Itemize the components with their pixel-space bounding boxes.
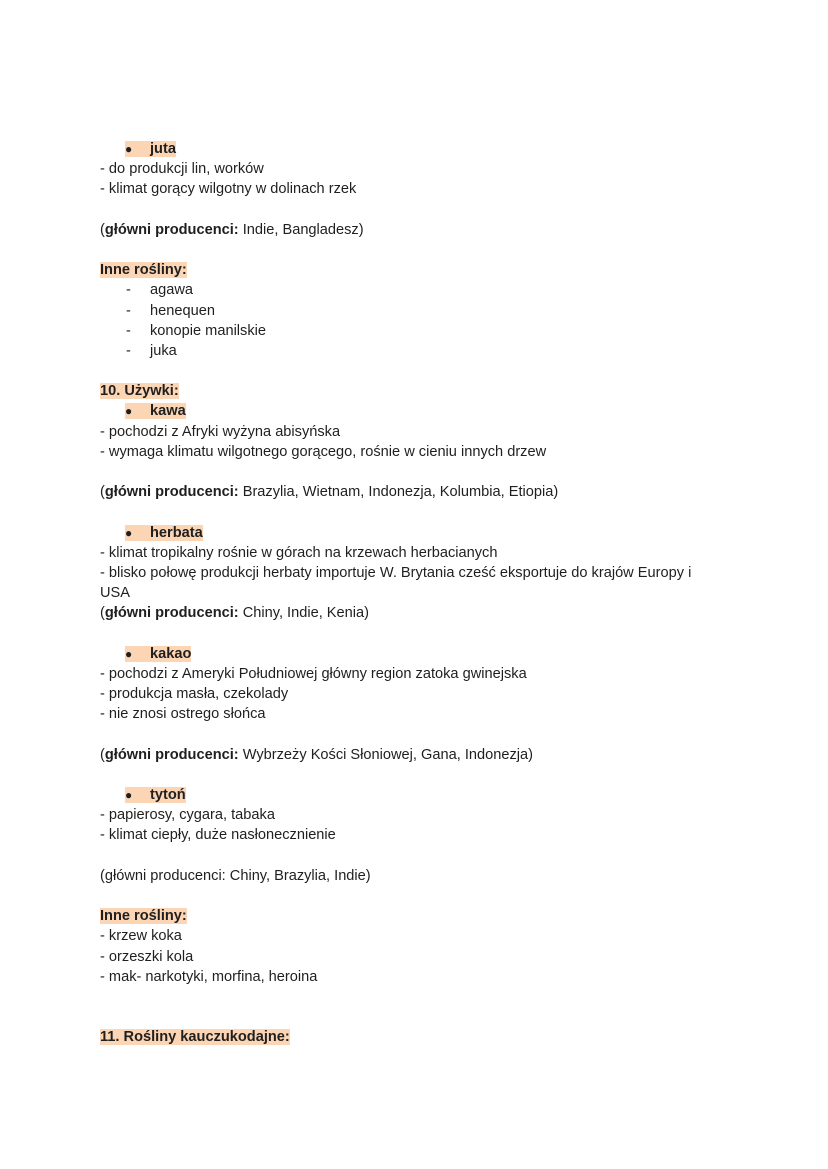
juta-line-2: - klimat gorący wilgotny w dolinach rzek [100,181,357,198]
juta-producers-list: Indie, Bangladesz) [238,221,364,238]
bullet-kakao: ● kakao [100,644,740,664]
list-item: - orzeszki kola [100,948,194,965]
herbata-producers: (główni producenci: Chiny, Indie, Kenia) [100,605,369,622]
kakao-line-1: - pochodzi z Ameryki Południowej główny region zatoka gwinejska [100,665,527,682]
herbata-line-2: - blisko połowę produkcji herbaty importuje W. Brytania cześć eksportuje do krajów Europy i [100,564,692,581]
tyton-line-1: - papierosy, cygara, tabaka [100,807,275,824]
heading-uzywki: 10. Używki: [100,383,179,400]
list-item: - juka [126,342,177,359]
tyton-line-2: - klimat ciepły, duże nasłonecznienie [100,827,336,844]
list-item: - konopie manilskie [126,322,267,339]
juta-line-1: - do produkcji lin, worków [100,161,264,178]
list-item: - mak- narkotyki, morfina, heroina [100,968,318,985]
tyton-producers: (główni producenci: Chiny, Brazylia, Indie) [100,867,371,884]
bullet-juta-title: juta [150,141,176,157]
herbata-line-1: - klimat tropikalny rośnie w górach na krzewach herbacianych [100,544,498,561]
bullet-kawa: ● kawa [100,401,740,421]
bullet-tyton: ● tytoń [100,785,740,805]
kakao-producers: (główni producenci: Wybrzeży Kości Słoniowej, Gana, Indonezja) [100,746,533,763]
document-content [100,139,740,1047]
herbata-line-3: USA [100,585,131,602]
kakao-line-2: - produkcja masła, czekolady [100,686,289,703]
juta-producers: (główni producenci: Indie, Bangladesz) [100,221,364,238]
bullet-icon: ● [125,788,133,802]
kawa-producers: (główni producenci: Brazylia, Wietnam, Indonezja, Kolumbia, Etiopia) [100,484,559,501]
heading-inne-rosliny-1: Inne rośliny: [100,262,187,279]
bullet-icon: ● [125,142,133,156]
kakao-line-3: - nie znosi ostrego słońca [100,706,266,723]
bullet-herbata: ● herbata [100,523,740,543]
kawa-line-1: - pochodzi z Afryki wyżyna abisyńska [100,423,341,440]
juta-producers-label: główni producenci: [104,221,239,238]
list-item: - henequen [126,302,215,319]
list-item: - agawa [126,282,194,299]
bullet-icon: ● [125,525,133,540]
kawa-line-2: - wymaga klimatu wilgotnego gorącego, rośnie w cieniu innych drzew [100,443,547,460]
bullet-icon: ● [125,646,133,661]
heading-inne-rosliny-2: Inne rośliny: [100,908,187,925]
bullet-icon: ● [125,404,133,419]
list-item: - krzew koka [100,928,182,945]
bullet-juta [100,139,740,159]
heading-kauczuk: 11. Rośliny kauczukodajne: [100,1029,290,1046]
